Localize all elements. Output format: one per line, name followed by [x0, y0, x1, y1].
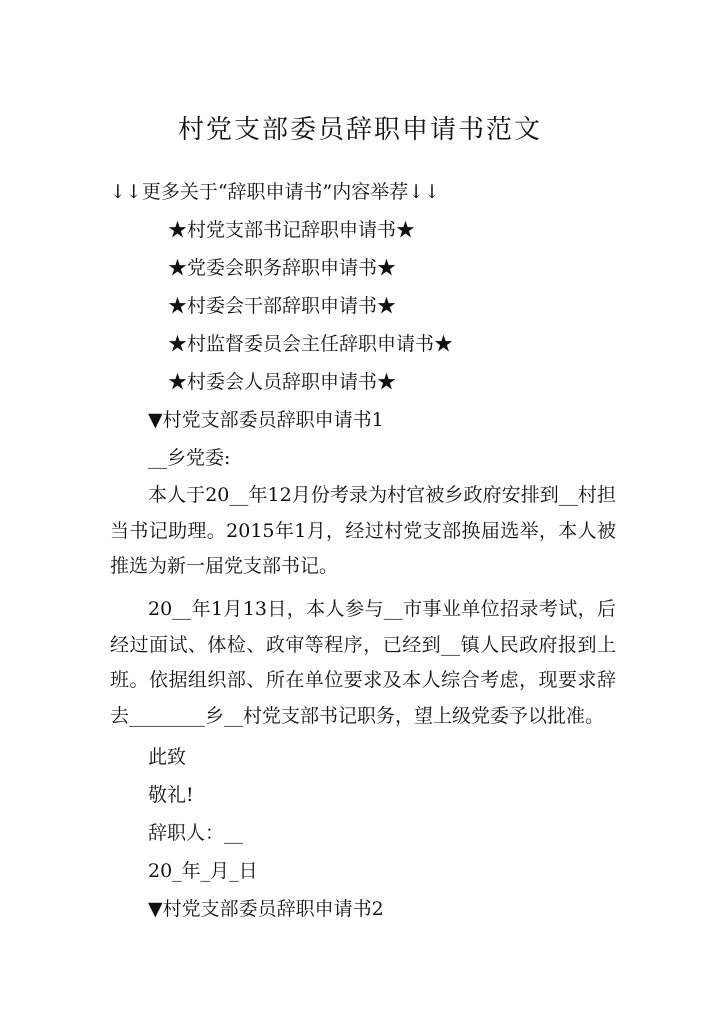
- closing-salute: 此致: [148, 746, 187, 768]
- document-title: 村党支部委员辞职申请书范文: [177, 115, 542, 145]
- closing-regards: 敬礼!: [148, 784, 194, 806]
- section-1-heading: ▼村党支部委员辞职申请书1: [148, 409, 384, 431]
- related-link-5[interactable]: ★村委会人员辞职申请书★: [168, 371, 397, 393]
- date-line: 20_年_月_日: [148, 860, 258, 882]
- signature-line: 辞职人：__: [148, 822, 244, 844]
- body-paragraph-2: 20__年1月13日，本人参与__市事业单位招录考试，后经过面试、体检、政审等程序，已经到__镇人民政府报到上班。依据组织部、所在单位要求及本人综合考虑，现要求辞去________乡__村党支部书记职务，望上级党委予以批准。: [110, 598, 616, 727]
- body-paragraph-1: 本人于20__年12月份考录为村官被乡政府安排到__村担当书记助理。2015年1月，经过村党支部换届选举，本人被推选为新一届党支部书记。: [110, 484, 616, 577]
- related-link-2[interactable]: ★党委会职务辞职申请书★: [168, 257, 397, 279]
- related-header: ↓↓更多关于“辞职申请书”内容举荐↓↓: [110, 181, 441, 203]
- related-link-3[interactable]: ★村委会干部辞职申请书★: [168, 295, 397, 317]
- related-link-1[interactable]: ★村党支部书记辞职申请书★: [168, 219, 416, 241]
- salutation: __乡党委:: [148, 447, 231, 469]
- section-2-heading: ▼村党支部委员辞职申请书2: [148, 898, 384, 920]
- related-link-4[interactable]: ★村监督委员会主任辞职申请书★: [168, 333, 454, 355]
